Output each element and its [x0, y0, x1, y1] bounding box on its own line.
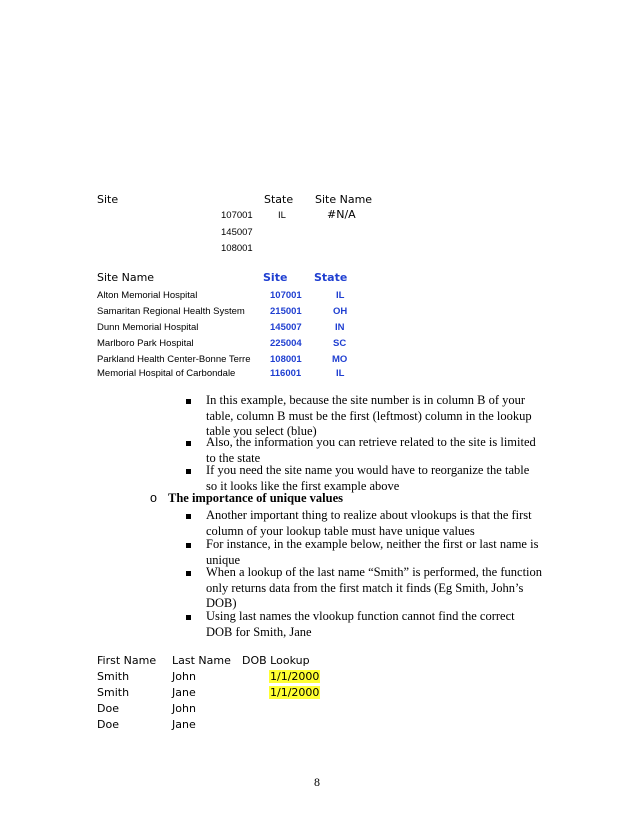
- square-bullet-icon: [186, 543, 191, 548]
- site-table-row-state: OH: [333, 306, 348, 317]
- site-table-row-name: Parkland Health Center-Bonne Terre: [97, 354, 251, 365]
- lookup-site-name-value: #N/A: [327, 208, 356, 221]
- site-table-header-state: State: [314, 271, 348, 284]
- square-bullet-icon: [186, 571, 191, 576]
- site-table-row-name: Marlboro Park Hospital: [97, 338, 194, 349]
- lookup-site-number: 145007: [221, 227, 253, 238]
- name-table-header-dob: DOB Lookup: [242, 654, 310, 667]
- bullet-item: Using last names the vlookup function cannot find the correct DOB for Smith, Jane: [0, 609, 638, 641]
- bullet-item: When a lookup of the last name “Smith” is performed, the function only returns data from the first match it finds (Eg Smith, John’s DOB): [0, 565, 638, 613]
- lookup-header-site-name: Site Name: [315, 193, 373, 206]
- name-table-dob: 1/1/2000: [270, 686, 320, 699]
- name-table-dob: 1/1/2000: [270, 670, 320, 683]
- site-table-row-name: Alton Memorial Hospital: [97, 290, 198, 301]
- site-table-header-site: Site: [263, 271, 288, 284]
- site-table-row-state: IL: [336, 290, 345, 301]
- site-table-row-state: MO: [332, 354, 348, 365]
- name-table-first: Doe: [97, 702, 119, 715]
- name-table-last: Jane: [172, 718, 196, 731]
- site-table-row-site: 107001: [270, 290, 302, 301]
- square-bullet-icon: [186, 399, 191, 404]
- square-bullet-icon: [186, 514, 191, 519]
- site-table-row-state: IL: [336, 368, 345, 379]
- name-table-first: Smith: [97, 670, 130, 683]
- site-table-row-site: 116001: [270, 368, 302, 379]
- name-table-first: Doe: [97, 718, 119, 731]
- site-table-row-site: 225004: [270, 338, 302, 349]
- lookup-site-number: 108001: [221, 243, 253, 254]
- site-table-header-name: Site Name: [97, 271, 155, 284]
- name-table-first: Smith: [97, 686, 130, 699]
- name-table-last: John: [172, 670, 196, 683]
- bullet-item: For instance, in the example below, neither the first or last name is unique: [0, 537, 638, 569]
- name-table-last: John: [172, 702, 196, 715]
- bullet-item: Also, the information you can retrieve related to the site is limited to the state: [0, 435, 638, 467]
- lookup-header-state: State: [264, 193, 294, 206]
- site-table-row-state: SC: [333, 338, 347, 349]
- lookup-state-value: IL: [278, 210, 286, 221]
- square-bullet-icon: [186, 615, 191, 620]
- name-table-header-last: Last Name: [172, 654, 231, 667]
- site-table-row-site: 145007: [270, 322, 302, 333]
- name-table-header-first: First Name: [97, 654, 157, 667]
- name-table-last: Jane: [172, 686, 196, 699]
- site-table-row-site: 108001: [270, 354, 302, 365]
- site-table-row-name: Dunn Memorial Hospital: [97, 322, 199, 333]
- lookup-site-number: 107001: [221, 210, 253, 221]
- site-table-row-state: IN: [335, 322, 345, 333]
- site-table-row-name: Samaritan Regional Health System: [97, 306, 245, 317]
- site-table-row-site: 215001: [270, 306, 302, 317]
- circle-bullet-icon: o: [150, 491, 157, 505]
- square-bullet-icon: [186, 469, 191, 474]
- bullet-item: Another important thing to realize about vlookups is that the first column of your lookup table must have unique values: [0, 508, 638, 540]
- page-number: 8: [314, 775, 320, 789]
- site-table-row-name: Memorial Hospital of Carbondale: [97, 368, 236, 379]
- square-bullet-icon: [186, 441, 191, 446]
- section-title: The importance of unique values: [168, 491, 344, 505]
- bullet-item: If you need the site name you would have to reorganize the table so it looks like the first example above: [0, 463, 638, 495]
- lookup-header-site: Site: [97, 193, 119, 206]
- bullet-item: In this example, because the site number is in column B of your table, column B must be the first (leftmost) column in the lookup table you select (blue): [0, 393, 638, 455]
